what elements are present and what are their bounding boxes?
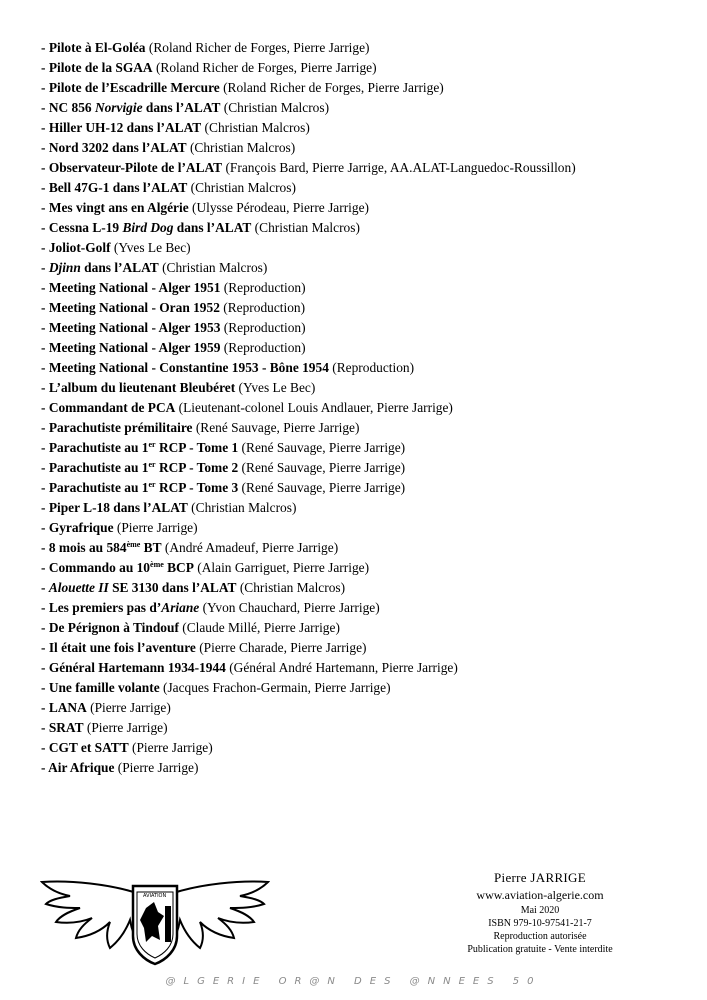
list-item: [41, 598, 691, 618]
book-title: [49, 160, 222, 175]
list-bullet: -: [41, 80, 49, 95]
book-title: [49, 700, 87, 715]
list-item: [41, 218, 691, 238]
list-item: [41, 738, 691, 758]
title-superscript: er: [148, 480, 156, 489]
list-item: [41, 178, 691, 198]
book-authors: (Ulysse Pérodeau, Pierre Jarrige): [188, 200, 369, 215]
title-part: Piper L-18 dans l’ALAT: [48, 500, 188, 515]
isbn: ISBN 979-10-97541-21-7: [488, 918, 592, 929]
book-title: [49, 660, 226, 675]
list-item: [41, 258, 691, 278]
list-bullet: -: [41, 600, 49, 615]
book-title: [49, 480, 238, 495]
list-bullet: -: [41, 680, 49, 695]
book-authors: (Christian Malcros): [187, 180, 296, 195]
list-item: [41, 298, 691, 318]
list-bullet: -: [41, 60, 49, 75]
book-authors: (Pierre Jarrige): [86, 700, 171, 715]
list-item: [41, 698, 691, 718]
list-item: [41, 378, 691, 398]
book-authors: (Roland Richer de Forges, Pierre Jarrige): [219, 80, 444, 95]
book-authors: (Reproduction): [328, 360, 415, 375]
title-part: Meeting National - Oran 1952: [48, 300, 220, 315]
book-authors: (Reproduction): [220, 340, 306, 355]
title-italic-part: Alouette II: [48, 580, 109, 595]
list-item: [41, 658, 691, 678]
book-title: [49, 240, 111, 255]
book-title: [49, 520, 114, 535]
list-bullet: -: [41, 580, 49, 595]
list-item: [41, 118, 691, 138]
list-bullet: -: [41, 540, 49, 555]
list-bullet: -: [41, 560, 49, 575]
list-item: [41, 578, 691, 598]
title-superscript: er: [148, 440, 156, 449]
book-authors: (Christian Malcros): [220, 100, 330, 115]
book-title: [49, 260, 159, 275]
book-title: [49, 60, 153, 75]
book-authors: (Yvon Chauchard, Pierre Jarrige): [199, 600, 380, 615]
title-part: Cessna L-19: [48, 220, 123, 235]
title-part: dans l’ALAT: [80, 260, 159, 275]
list-bullet: -: [41, 220, 49, 235]
list-item: [41, 718, 691, 738]
book-title: [49, 120, 201, 135]
title-part: Pilote de la SGAA: [48, 60, 153, 75]
list-item: [41, 338, 691, 358]
book-title: [49, 560, 194, 575]
reproduction-notice: Reproduction autorisée: [493, 931, 587, 942]
book-authors: (Christian Malcros): [187, 500, 297, 515]
book-authors: (Christian Malcros): [201, 120, 310, 135]
title-part: CGT et SATT: [48, 740, 129, 755]
title-part: Meeting National - Alger 1953: [48, 320, 221, 335]
title-superscript: ème: [150, 560, 164, 569]
book-authors: (René Sauvage, Pierre Jarrige): [238, 460, 406, 475]
list-item: [41, 518, 691, 538]
title-part: Bell 47G-1 dans l’ALAT: [48, 180, 188, 195]
title-italic-part: Ariane: [161, 600, 200, 615]
title-part: Meeting National - Constantine 1953 - Bône 1954: [48, 360, 329, 375]
title-part: RCP - Tome 3: [155, 480, 239, 495]
book-title: [49, 100, 221, 115]
book-title: [49, 220, 252, 235]
author-name: Pierre JARRIGE: [494, 870, 586, 885]
book-title: [49, 300, 220, 315]
publication-notice: Publication gratuite - Vente interdite: [467, 944, 613, 955]
title-part: Il était une fois l’aventure: [48, 640, 196, 655]
book-authors: (Jacques Frachon-Germain, Pierre Jarrige): [159, 680, 391, 695]
book-title: [49, 380, 235, 395]
title-part: Observateur-Pilote de l’ALAT: [48, 160, 223, 175]
list-item: [41, 758, 691, 778]
title-italic-part: Djinn: [48, 260, 81, 275]
title-part: L’album du lieutenant Bleubéret: [48, 380, 236, 395]
list-bullet: -: [41, 320, 49, 335]
book-authors: (Reproduction): [220, 280, 306, 295]
list-item: [41, 458, 691, 478]
publication-date: Mai 2020: [520, 905, 560, 916]
list-item: [41, 438, 691, 458]
list-bullet: -: [41, 200, 49, 215]
book-title: [49, 420, 193, 435]
list-item: [41, 38, 691, 58]
list-item: [41, 278, 691, 298]
title-part: Meeting National - Alger 1951: [48, 280, 221, 295]
book-title: [49, 80, 220, 95]
title-part: Air Afrique: [48, 760, 115, 775]
title-part: dans l’ALAT: [142, 100, 221, 115]
book-title: [49, 280, 221, 295]
book-authors: (Christian Malcros): [236, 580, 346, 595]
book-authors: (Lieutenant-colonel Louis Andlauer, Pierre Jarrige): [175, 400, 453, 415]
title-part: Joliot-Golf: [48, 240, 111, 255]
title-part: LANA: [48, 700, 87, 715]
book-title: [49, 620, 179, 635]
list-item: [41, 78, 691, 98]
list-item: [41, 618, 691, 638]
book-authors: (Roland Richer de Forges, Pierre Jarrige): [152, 60, 377, 75]
title-part: Hiller UH-12 dans l’ALAT: [48, 120, 202, 135]
title-superscript: er: [148, 460, 156, 469]
list-bullet: -: [41, 460, 49, 475]
book-authors: (René Sauvage, Pierre Jarrige): [192, 420, 360, 435]
list-item: [41, 418, 691, 438]
title-part: Général Hartemann 1934-1944: [48, 660, 226, 675]
list-bullet: -: [41, 380, 49, 395]
book-authors: (René Sauvage, Pierre Jarrige): [238, 480, 406, 495]
title-part: 8 mois au 584: [48, 540, 127, 555]
list-bullet: -: [41, 360, 49, 375]
book-authors: (François Bard, Pierre Jarrige, AA.ALAT-Languedoc-Roussillon): [222, 160, 576, 175]
title-italic-part: Bird Dog: [122, 220, 174, 235]
title-part: RCP - Tome 2: [155, 460, 239, 475]
winged-shield-logo: [40, 876, 270, 966]
title-part: Une famille volante: [48, 680, 160, 695]
title-part: BT: [140, 540, 162, 555]
list-bullet: -: [41, 100, 49, 115]
book-authors: (Christian Malcros): [158, 260, 268, 275]
book-authors: (Général André Hartemann, Pierre Jarrige): [225, 660, 458, 675]
title-part: Mes vingt ans en Algérie: [48, 200, 189, 215]
list-bullet: -: [41, 280, 49, 295]
list-bullet: -: [41, 340, 49, 355]
book-authors: (Alain Garriguet, Pierre Jarrige): [193, 560, 370, 575]
book-title: [49, 680, 160, 695]
list-bullet: -: [41, 620, 49, 635]
list-bullet: -: [41, 720, 49, 735]
logo-text: AVIATION: [143, 893, 167, 899]
title-part: Parachutiste au 1: [48, 440, 149, 455]
title-part: Les premiers pas d’: [48, 600, 162, 615]
list-item: [41, 498, 691, 518]
title-part: De Pérignon à Tindouf: [48, 620, 179, 635]
list-bullet: -: [41, 740, 49, 755]
title-part: RCP - Tome 1: [155, 440, 239, 455]
title-part: SRAT: [48, 720, 84, 735]
list-bullet: -: [41, 660, 49, 675]
title-part: SE 3130 dans l’ALAT: [108, 580, 237, 595]
title-superscript: ème: [126, 540, 141, 549]
list-item: [41, 318, 691, 338]
list-bullet: -: [41, 400, 49, 415]
book-title: [49, 320, 221, 335]
title-part: dans l’ALAT: [173, 220, 252, 235]
left-wing-icon: [42, 882, 140, 949]
list-bullet: -: [41, 440, 49, 455]
list-item: [41, 478, 691, 498]
title-part: Pilote de l’Escadrille Mercure: [48, 80, 220, 95]
list-bullet: -: [41, 420, 49, 435]
title-part: BCP: [163, 560, 194, 575]
list-bullet: -: [41, 240, 49, 255]
book-authors: (Pierre Charade, Pierre Jarrige): [195, 640, 367, 655]
book-title: [49, 440, 238, 455]
book-title: [49, 600, 199, 615]
list-item: [41, 558, 691, 578]
book-title: [49, 200, 189, 215]
book-authors: (Yves Le Bec): [235, 380, 316, 395]
title-part: Commando au 10: [48, 560, 151, 575]
book-authors: (Pierre Jarrige): [113, 520, 198, 535]
list-item: [41, 238, 691, 258]
list-bullet: -: [41, 500, 49, 515]
list-bullet: -: [41, 700, 49, 715]
list-bullet: -: [41, 260, 49, 275]
title-part: Parachutiste au 1: [48, 480, 149, 495]
book-title: [49, 740, 129, 755]
title-part: NC 856: [48, 100, 95, 115]
book-title: [49, 360, 329, 375]
list-item: [41, 58, 691, 78]
title-part: Nord 3202 dans l’ALAT: [48, 140, 187, 155]
book-authors: (Yves Le Bec): [110, 240, 191, 255]
list-bullet: -: [41, 480, 49, 495]
book-title: [49, 340, 221, 355]
book-title: [49, 500, 188, 515]
book-authors: (Pierre Jarrige): [83, 720, 168, 735]
book-title: [49, 720, 84, 735]
book-authors: (Roland Richer de Forges, Pierre Jarrige): [145, 40, 370, 55]
title-italic-part: Norvigie: [94, 100, 143, 115]
list-bullet: -: [41, 760, 49, 775]
list-bullet: -: [41, 140, 49, 155]
book-authors: (René Sauvage, Pierre Jarrige): [238, 440, 406, 455]
list-item: [41, 538, 691, 558]
list-item: [41, 158, 691, 178]
list-bullet: -: [41, 640, 49, 655]
list-item: [41, 678, 691, 698]
title-part: Parachutiste au 1: [48, 460, 149, 475]
list-item: [41, 398, 691, 418]
book-authors: (Reproduction): [220, 320, 306, 335]
right-wing-icon: [170, 882, 268, 949]
book-authors: (Pierre Jarrige): [114, 760, 199, 775]
list-bullet: -: [41, 180, 49, 195]
book-title: [49, 540, 162, 555]
list-item: [41, 198, 691, 218]
book-title: [49, 180, 188, 195]
book-authors: (Christian Malcros): [186, 140, 296, 155]
book-title: [49, 140, 187, 155]
book-title: [49, 580, 237, 595]
book-title: [49, 400, 175, 415]
list-item: [41, 138, 691, 158]
website: www.aviation-algerie.com: [476, 888, 604, 902]
title-part: Parachutiste prémilitaire: [48, 420, 193, 435]
title-part: Pilote à El-Goléa: [48, 40, 146, 55]
book-title: [48, 760, 114, 775]
list-bullet: -: [41, 520, 49, 535]
publication-info: [440, 870, 640, 956]
title-part: Commandant de PCA: [48, 400, 176, 415]
series-footer: @LGERIE OR@N DES @NNEES 50: [165, 976, 542, 987]
list-bullet: -: [41, 160, 49, 175]
book-list: [41, 38, 691, 778]
book-title: [49, 640, 196, 655]
list-bullet: -: [41, 120, 49, 135]
title-part: Gyrafrique: [48, 520, 114, 535]
book-authors: (Christian Malcros): [251, 220, 360, 235]
book-authors: (Pierre Jarrige): [128, 740, 213, 755]
book-authors: (Claude Millé, Pierre Jarrige): [178, 620, 340, 635]
book-authors: (Reproduction): [219, 300, 306, 315]
list-item: [41, 358, 691, 378]
book-title: [49, 40, 146, 55]
list-bullet: -: [41, 300, 49, 315]
book-authors: (André Amadeuf, Pierre Jarrige): [161, 540, 339, 555]
title-part: Meeting National - Alger 1959: [48, 340, 221, 355]
list-item: [41, 98, 691, 118]
book-title: [49, 460, 238, 475]
list-item: [41, 638, 691, 658]
list-bullet: -: [41, 40, 49, 55]
